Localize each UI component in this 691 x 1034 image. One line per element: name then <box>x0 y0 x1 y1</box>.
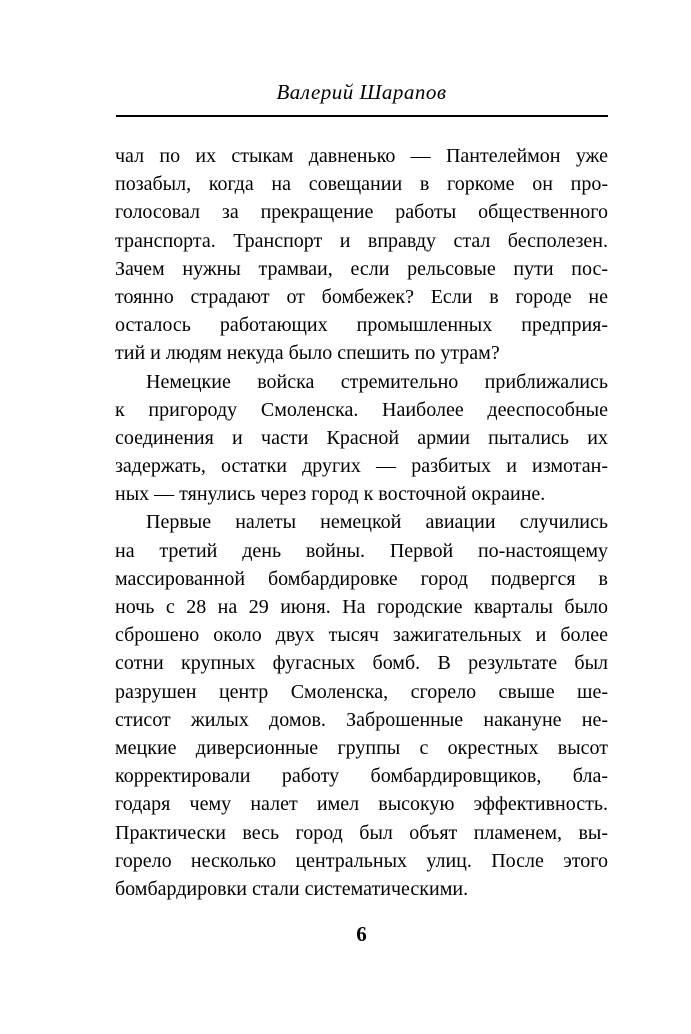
text-line: голосовал за прекращение работы общественного <box>115 201 608 224</box>
text-line: тоянно страдают от бомбежек? Если в городе не <box>115 285 608 308</box>
text-line: чал по их стыкам давненько — Пантелеймон уже <box>115 145 608 167</box>
text-line: Немецкие войска стремительно приближались <box>146 370 608 393</box>
text-line: корректировали работу бомбардировщиков, бла- <box>115 765 608 788</box>
text-line: транспорта. Транспорт и вправду стал бесполезен. <box>115 229 608 252</box>
text-line: осталось работающих промышленных предприя- <box>115 314 608 337</box>
text-line: горело несколько центральных улиц. После этого <box>115 849 608 872</box>
running-header-author: Валерий Шарапов <box>276 80 447 104</box>
text-line: Практически весь город был объят пламенем, вы- <box>115 821 608 844</box>
text-line: сотни крупных фугасных бомб. В результате был <box>115 652 608 675</box>
text-line: соединения и части Красной армии пытались их <box>115 426 608 449</box>
text-line: ных — тянулись через город к восточной окраине. <box>115 483 546 506</box>
text-line: разрушен центр Смоленска, сгорело свыше ше- <box>115 680 608 703</box>
header-rule <box>116 115 608 117</box>
text-line: тий и людям некуда было спешить по утрам? <box>115 342 500 365</box>
text-line: стисот жилых домов. Заброшенные накануне не- <box>115 708 608 731</box>
text-line: Первые налеты немецкой авиации случились <box>146 511 608 534</box>
text-line: Зачем нужны трамваи, если рельсовые пути пос- <box>115 257 608 280</box>
text-line: годаря чему налет имел высокую эффективность. <box>115 793 608 816</box>
text-line: ночь с 28 на 29 июня. На городские кварталы было <box>115 596 608 618</box>
page-number: 6 <box>356 922 367 946</box>
text-line: бомбардировки стали систематическими. <box>115 877 469 900</box>
text-line: позабыл, когда на совещании в горкоме он про- <box>115 173 608 196</box>
text-line: к пригороду Смоленска. Наиболее дееспособные <box>115 398 608 421</box>
text-line: на третий день войны. Первой по-настоящему <box>115 539 608 562</box>
body-text <box>115 142 608 903</box>
text-line: сброшено около двух тысяч зажигательных и более <box>115 624 608 647</box>
text-line: массированной бомбардировке город подвергся в <box>115 567 608 590</box>
text-line: мецкие диверсионные группы с окрестных высот <box>115 736 608 759</box>
text-line: задержать, остатки других — разбитых и измотан- <box>115 455 608 478</box>
